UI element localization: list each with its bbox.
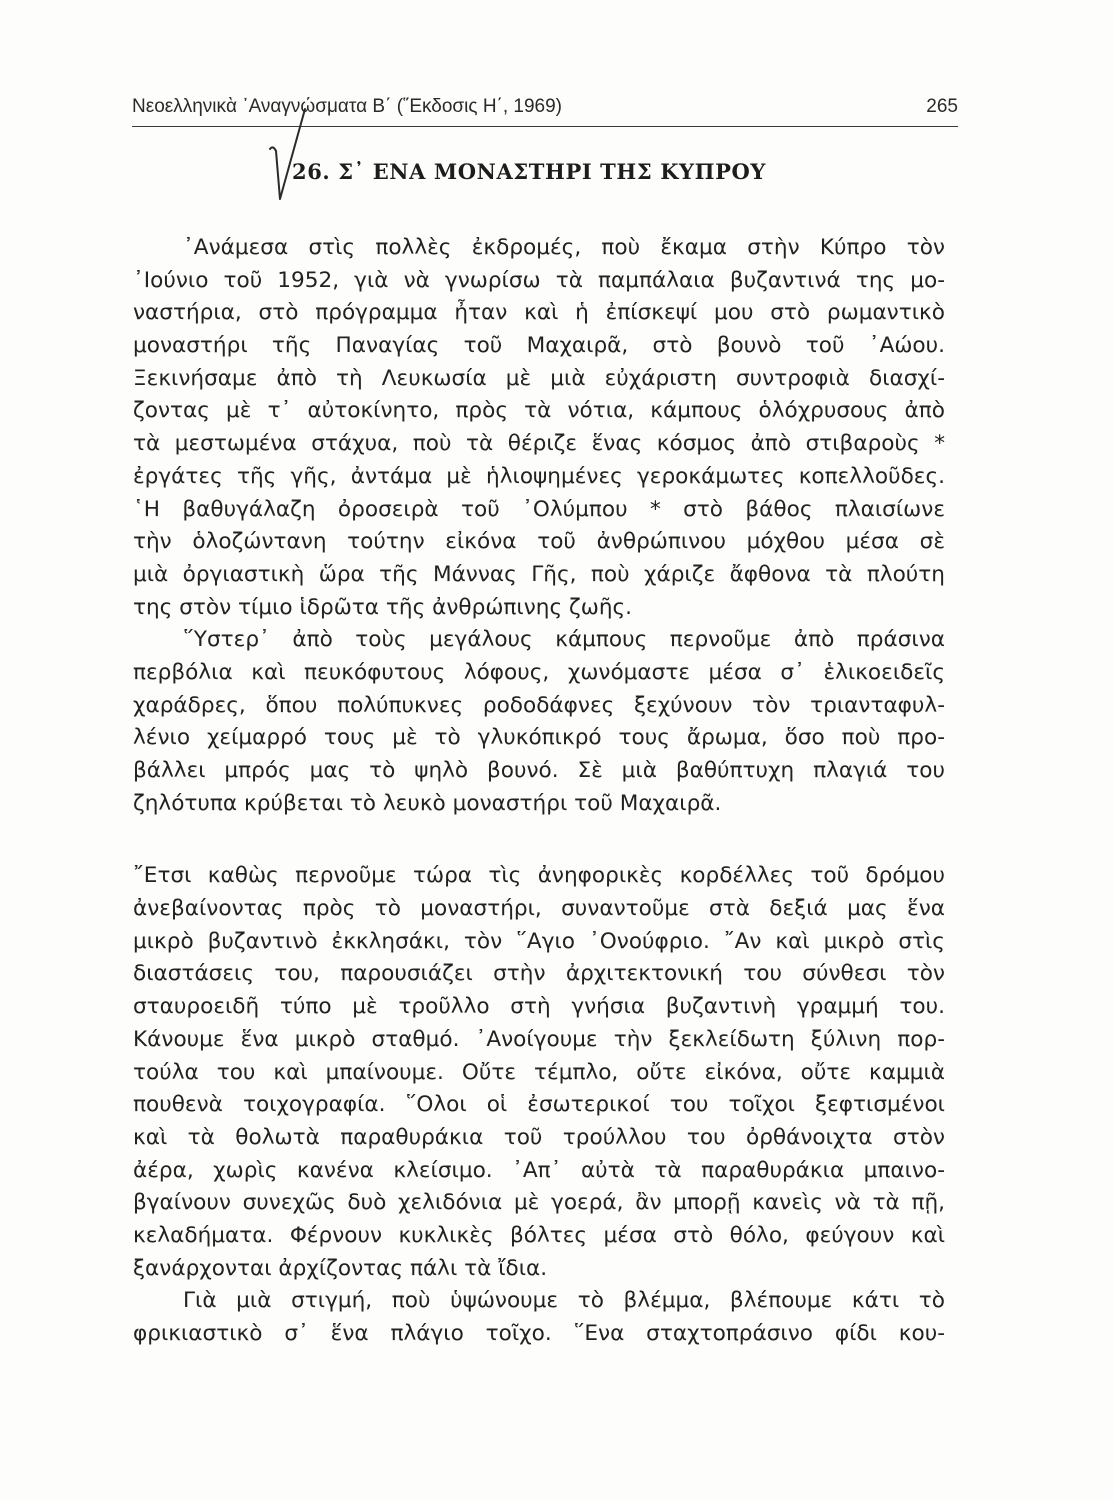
- text-line: ᾿Ιούνιο τοῦ 1952, γιὰ νὰ γνωρίσω τὰ παμπάλαια βυζαντινά της μο-: [133, 267, 945, 293]
- text-line: μοναστήρι τῆς Παναγίας τοῦ Μαχαιρᾶ, στὸ βουνὸ τοῦ ᾿Αώου.: [133, 333, 945, 359]
- paragraph: [133, 860, 945, 1285]
- text-line: Ξεκινήσαμε ἀπὸ τὴ Λευκωσία μὲ μιὰ εὐχάριστη συντροφιὰ διασχί-: [133, 365, 945, 391]
- text-line: βάλλει μπρός μας τὸ ψηλὸ βουνό. Σὲ μιὰ βαθύπτυχη πλαγιά του: [133, 758, 945, 783]
- text-line: ζοντας μὲ τ᾿ αὐτοκίνητο, πρὸς τὰ νότια, κάμπους ὁλόχρυσους ἀπὸ: [133, 398, 945, 424]
- text-line: χαράδρες, ὅπου πολύπυκνες ροδοδάφνες ξεχύνουν τὸν τριανταφυλ-: [133, 692, 945, 718]
- handwritten-check-mark: [268, 105, 308, 205]
- header-rule: [132, 126, 958, 127]
- text-line: σταυροειδῆ τύπο μὲ τροῦλλο στὴ γνήσια βυζαντινὴ γραμμή του.: [133, 994, 945, 1020]
- text-line: μικρὸ βυζαντινὸ ἐκκλησάκι, τὸν ῞Αγιο ᾿Ονούφριο. ῎Αν καὶ μικρὸ στὶς: [133, 928, 945, 954]
- paragraph: [133, 1285, 945, 1350]
- body-text: [133, 232, 945, 1351]
- page-number: 265: [926, 96, 958, 117]
- text-line: πουθενὰ τοιχογραφία. ῞Ολοι οἱ ἐσωτερικοί του τοῖχοι ξεφτισμένοι: [133, 1092, 945, 1118]
- text-line: ῾Η βαθυγάλαζη ὀροσειρὰ τοῦ ᾿Ολύμπου * στὸ βάθος πλαισίωνε: [133, 496, 945, 522]
- paragraph: [133, 232, 945, 624]
- text-line: της στὸν τίμιο ἱδρῶτα τῆς ἀνθρώπινης ζωῆς.: [133, 594, 633, 620]
- text-line: Γιὰ μιὰ στιγμή, ποὺ ὑψώνουμε τὸ βλέμμα, βλέπουμε κάτι τὸ: [183, 1288, 945, 1314]
- text-line: ῞Υστερ᾿ ἀπὸ τοὺς μεγάλους κάμπους περνοῦμε ἀπὸ πράσινα: [183, 627, 945, 653]
- text-line: ξανάρχονται ἀρχίζοντας πάλι τὰ ἴδια.: [133, 1255, 548, 1281]
- text-line: κελαδήματα. Φέρνουν κυκλικὲς βόλτες μέσα στὸ θόλο, φεύγουν καὶ: [133, 1222, 945, 1248]
- text-line: ναστήρια, στὸ πρόγραμμα ἦταν καὶ ἡ ἐπίσκεψί μου στὸ ρωμαντικὸ: [133, 300, 945, 326]
- text-line: καὶ τὰ θολωτὰ παραθυράκια τοῦ τρούλλου του ὀρθάνοιχτα στὸν: [133, 1124, 945, 1150]
- text-line: λένιο χείμαρρό τους μὲ τὸ γλυκόπικρό τους ἄρωμα, ὅσο ποὺ προ-: [133, 725, 945, 751]
- text-line: ἀνεβαίνοντας πρὸς τὸ μοναστήρι, συναντοῦμε στὰ δεξιά μας ἕνα: [133, 896, 945, 922]
- text-line: τούλα του καὶ μπαίνουμε. Οὔτε τέμπλο, οὔτε εἰκόνα, οὔτε καμμιὰ: [133, 1059, 945, 1085]
- text-line: τὰ μεστωμένα στάχυα, ποὺ τὰ θέριζε ἕνας κόσμος ἀπὸ στιβαροὺς *: [133, 431, 945, 457]
- chapter-title: 26. Σ᾿ ΕΝΑ ΜΟΝΑΣΤΗΡΙ ΤΗΣ ΚΥΠΡΟΥ: [292, 159, 766, 184]
- section-gap: [133, 820, 945, 860]
- text-line: ἐργάτες τῆς γῆς, ἀντάμα μὲ ἡλιοψημένες γεροκάμωτες κοπελλοῦδες.: [133, 463, 945, 489]
- text-line: ᾿Ανάμεσα στὶς πολλὲς ἐκδρομές, ποὺ ἔκαμα στὴν Κύπρο τὸν: [183, 235, 945, 260]
- text-line: τὴν ὁλοζώντανη τούτην εἰκόνα τοῦ ἀνθρώπινου μόχθου μέσα σὲ: [133, 529, 945, 555]
- paragraph: [133, 624, 945, 820]
- text-line: φρικιαστικὸ σ᾿ ἕνα πλάγιο τοῖχο. ῞Ενα σταχτοπράσινο φίδι κου-: [133, 1321, 945, 1346]
- source-citation: Νεοελληνικὰ ᾿Αναγνώσματα Β΄ (῞Εκδοσις Η΄, 1969): [132, 96, 563, 117]
- running-header: [132, 96, 958, 122]
- text-line: ῎Ετσι καθὼς περνοῦμε τώρα τὶς ἀνηφορικὲς κορδέλλες τοῦ δρόμου: [133, 863, 945, 889]
- text-line: Κάνουμε ἕνα μικρὸ σταθμό. ᾿Ανοίγουμε τὴν ξεκλείδωτη ξύλινη πορ-: [133, 1026, 945, 1052]
- text-line: μιὰ ὀργιαστικὴ ὥρα τῆς Μάννας Γῆς, ποὺ χάριζε ἄφθονα τὰ πλούτη: [133, 561, 945, 587]
- text-line: διαστάσεις του, παρουσιάζει στὴν ἀρχιτεκτονική του σύνθεσι τὸν: [133, 961, 945, 987]
- text-line: ἀέρα, χωρὶς κανένα κλείσιμο. ᾿Απ᾿ αὐτὰ τὰ παραθυράκια μπαινο-: [133, 1157, 945, 1183]
- text-line: βγαίνουν συνεχῶς δυὸ χελιδόνια μὲ γοερά, ἂν μπορῇ κανεὶς νὰ τὰ πῇ,: [133, 1190, 945, 1216]
- text-line: περβόλια καὶ πευκόφυτους λόφους, χωνόμαστε μέσα σ᾿ ἑλικοειδεῖς: [133, 659, 945, 685]
- text-line: ζηλότυπα κρύβεται τὸ λευκὸ μοναστήρι τοῦ Μαχαιρᾶ.: [133, 790, 722, 816]
